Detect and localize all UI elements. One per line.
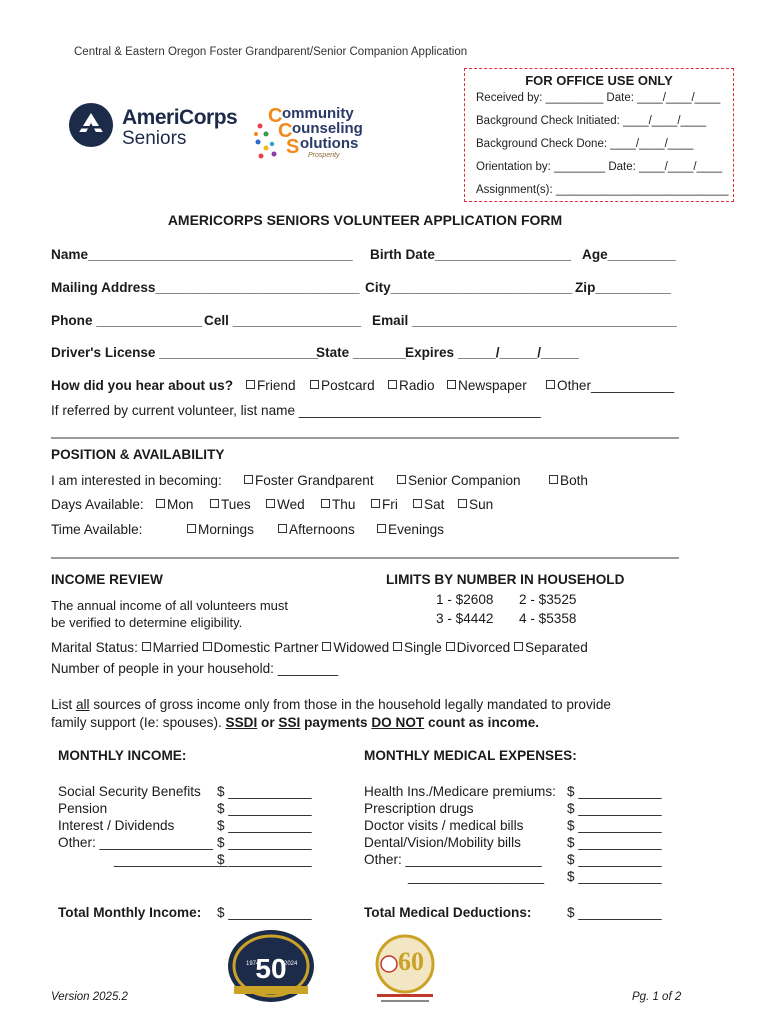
- marital-divorced[interactable]: [446, 640, 511, 655]
- medical-row-prescription: Prescription drugs: [364, 801, 474, 816]
- state-field[interactable]: State _______: [316, 345, 406, 360]
- email-field[interactable]: Email ___________________________________: [372, 313, 677, 328]
- checkbox[interactable]: [377, 524, 386, 533]
- office-assignment: Assignment(s): ___________________________: [476, 184, 729, 196]
- medical-title: MONTHLY MEDICAL EXPENSES:: [364, 748, 577, 763]
- income-row-other-2[interactable]: _______________: [114, 852, 228, 867]
- checkbox[interactable]: [322, 642, 331, 651]
- hear-option-newspaper[interactable]: [447, 378, 527, 393]
- header-title: Central & Eastern Oregon Foster Grandparent/Senior Companion Application: [74, 46, 468, 58]
- medical-amount-dental[interactable]: $ ___________: [567, 835, 662, 850]
- income-note-line-1: [51, 697, 611, 712]
- option-label: Thu: [332, 497, 356, 512]
- anniversary-50-seal-icon: [222, 928, 320, 1004]
- phone-field[interactable]: Phone ______________: [51, 313, 203, 328]
- monthly-income-title: MONTHLY INCOME:: [58, 748, 187, 763]
- note-ssdi: SSDI: [225, 715, 258, 730]
- income-amount-social-security[interactable]: $ ___________: [217, 784, 312, 799]
- seal-60-number: 60: [398, 947, 424, 976]
- household-count-field[interactable]: Number of people in your household: ________: [51, 661, 339, 676]
- ccs-logo: [252, 104, 372, 164]
- name-field[interactable]: Name___________________________________: [51, 247, 353, 262]
- version-label: Version 2025.2: [51, 991, 128, 1003]
- income-desc-2: be verified to determine eligibility.: [51, 615, 243, 630]
- day-mon[interactable]: [156, 497, 193, 512]
- time-label: Time Available:: [51, 522, 143, 537]
- marital-separated[interactable]: [514, 640, 588, 655]
- day-tues[interactable]: [210, 497, 251, 512]
- ccs-line2: ounseling: [292, 120, 363, 137]
- checkbox[interactable]: [546, 380, 555, 389]
- marital-married[interactable]: [142, 640, 199, 655]
- checkbox[interactable]: [246, 380, 255, 389]
- anniversary-60-seal-icon: [367, 932, 443, 1006]
- option-label: Widowed: [333, 640, 390, 655]
- section-divider: [51, 557, 679, 559]
- hear-label: How did you hear about us?: [51, 378, 234, 393]
- note-text: payments: [300, 715, 372, 730]
- checkbox[interactable]: [393, 642, 402, 651]
- checkbox[interactable]: [413, 499, 422, 508]
- option-label: Separated: [525, 640, 588, 655]
- note-text: List: [51, 697, 76, 712]
- checkbox[interactable]: [187, 524, 196, 533]
- checkbox[interactable]: [203, 642, 212, 651]
- checkbox[interactable]: [321, 499, 330, 508]
- total-medical-label: Total Medical Deductions:: [364, 905, 532, 920]
- interest-label: I am interested in becoming:: [51, 473, 222, 488]
- income-amount-other[interactable]: $ ___________: [217, 835, 312, 850]
- office-use-box: [464, 68, 734, 202]
- option-label: Divorced: [456, 640, 511, 655]
- medical-row-dental: Dental/Vision/Mobility bills: [364, 835, 521, 850]
- checkbox[interactable]: [142, 642, 151, 651]
- interest-foster-grandparent[interactable]: [244, 473, 374, 488]
- option-label: Afternoons: [289, 522, 355, 537]
- option-label: Radio: [399, 378, 435, 393]
- medical-amount-other-2[interactable]: $ ___________: [567, 869, 662, 884]
- svg-text:S: S: [286, 136, 300, 158]
- checkbox[interactable]: [388, 380, 397, 389]
- income-row-other[interactable]: Other: _______________: [58, 835, 213, 850]
- option-label: Postcard: [321, 378, 375, 393]
- medical-amount-prescription[interactable]: $ ___________: [567, 801, 662, 816]
- zip-field[interactable]: Zip__________: [575, 280, 671, 295]
- hear-option-other[interactable]: [546, 378, 674, 393]
- hear-option-friend[interactable]: [246, 378, 296, 393]
- option-label: Single: [404, 640, 442, 655]
- limits-title: LIMITS BY NUMBER IN HOUSEHOLD: [386, 572, 625, 587]
- note-text: sources of gross income only from those in the household legally mandated to provide: [89, 697, 611, 712]
- medical-row-insurance: Health Ins./Medicare premiums:: [364, 784, 556, 799]
- mailing-address-field[interactable]: Mailing Address___________________________: [51, 280, 360, 295]
- expires-field[interactable]: Expires _____/_____/_____: [405, 345, 579, 360]
- income-desc-1: The annual income of all volunteers must: [51, 598, 289, 613]
- ccs-line1: ommunity: [282, 105, 354, 122]
- day-thu[interactable]: [321, 497, 355, 512]
- income-amount-pension[interactable]: $ ___________: [217, 801, 312, 816]
- svg-text:C: C: [278, 120, 293, 142]
- option-label: Evenings: [388, 522, 444, 537]
- note-do-not: DO NOT: [371, 715, 425, 730]
- svg-text:C: C: [268, 105, 283, 127]
- checkbox[interactable]: [549, 475, 558, 484]
- seal-50-year-end: 2024: [284, 961, 298, 967]
- checkbox[interactable]: [514, 642, 523, 651]
- age-field[interactable]: Age_________: [582, 247, 676, 262]
- option-label: Senior Companion: [408, 473, 521, 488]
- office-received: Received by: _________ Date: ____/____/____: [476, 92, 721, 104]
- americorps-wordmark: AmeriCorps: [122, 106, 238, 129]
- checkbox[interactable]: [447, 380, 456, 389]
- marital-single[interactable]: [393, 640, 442, 655]
- medical-row-other[interactable]: Other: __________________: [364, 852, 542, 867]
- seal-50-number: 50: [255, 953, 287, 984]
- cell-field[interactable]: Cell _________________: [204, 313, 362, 328]
- marital-widowed[interactable]: [322, 640, 389, 655]
- checkbox[interactable]: [244, 475, 253, 484]
- checkbox[interactable]: [156, 499, 165, 508]
- medical-amount-insurance[interactable]: $ ___________: [567, 784, 662, 799]
- option-label: Married: [152, 640, 199, 655]
- option-label: Newspaper: [458, 378, 527, 393]
- form-title: AMERICORPS SENIORS VOLUNTEER APPLICATION FORM: [167, 212, 563, 228]
- income-row-social-security: Social Security Benefits: [58, 784, 201, 799]
- checkbox[interactable]: [266, 499, 275, 508]
- medical-row-doctor: Doctor visits / medical bills: [364, 818, 524, 833]
- hear-option-radio[interactable]: [388, 378, 435, 393]
- checkbox[interactable]: [446, 642, 455, 651]
- section-divider: [51, 437, 679, 439]
- note-ssi: SSI: [278, 715, 301, 730]
- option-label: Tues: [221, 497, 251, 512]
- note-underlined: all: [75, 697, 90, 712]
- option-label: Domestic Partner: [213, 640, 319, 655]
- option-label: Both: [560, 473, 588, 488]
- total-income-label: Total Monthly Income:: [58, 905, 202, 920]
- drivers-license-field[interactable]: Driver's License _____________________: [51, 345, 319, 360]
- option-label: Mon: [167, 497, 194, 512]
- checkbox[interactable]: [278, 524, 287, 533]
- income-row-interest: Interest / Dividends: [58, 818, 175, 833]
- day-fri[interactable]: [371, 497, 398, 512]
- option-label: Mornings: [198, 522, 254, 537]
- total-income-amount[interactable]: $ ___________: [217, 905, 312, 920]
- limit-2: 2 - $3525: [519, 592, 577, 607]
- marital-row: [51, 640, 588, 655]
- option-label: Wed: [277, 497, 305, 512]
- checkbox[interactable]: [458, 499, 467, 508]
- office-bg-initiated: Background Check Initiated: ____/____/____: [476, 115, 707, 127]
- office-bg-done: Background Check Done: ____/____/____: [476, 138, 694, 150]
- day-sun[interactable]: [458, 497, 493, 512]
- income-row-pension: Pension: [58, 801, 108, 816]
- total-medical-amount[interactable]: $ ___________: [567, 905, 662, 920]
- note-text: family support (Ie: spouses).: [51, 715, 226, 730]
- birth-date-field[interactable]: Birth Date__________________: [370, 247, 572, 262]
- medical-amount-other[interactable]: $ ___________: [567, 852, 662, 867]
- ccs-line3: olutions: [300, 135, 359, 152]
- position-title: POSITION & AVAILABILITY: [51, 447, 225, 462]
- medical-row-other-2[interactable]: __________________: [408, 869, 545, 884]
- income-note-line-2: [51, 715, 539, 730]
- checkbox[interactable]: [397, 475, 406, 484]
- option-label: Foster Grandparent: [255, 473, 374, 488]
- americorps-mark-icon: [68, 102, 114, 148]
- option-label: Other___________: [557, 378, 675, 393]
- option-label: Sat: [424, 497, 445, 512]
- office-orientation: Orientation by: ________ Date: ____/____/____: [476, 161, 723, 173]
- interest-both[interactable]: [549, 473, 588, 488]
- time-afternoons[interactable]: [278, 522, 355, 537]
- income-amount-interest[interactable]: $ ___________: [217, 818, 312, 833]
- marital-label: Marital Status:: [51, 640, 138, 655]
- limit-1: 1 - $2608: [436, 592, 494, 607]
- checkbox[interactable]: [210, 499, 219, 508]
- seal-50-year-start: 1974: [246, 961, 260, 967]
- day-wed[interactable]: [266, 497, 305, 512]
- option-label: Fri: [382, 497, 398, 512]
- referred-by-field[interactable]: If referred by current volunteer, list name ________________________________: [51, 403, 541, 418]
- limit-3: 3 - $4442: [436, 611, 494, 626]
- page-number: Pg. 1 of 2: [632, 991, 682, 1003]
- time-mornings[interactable]: [187, 522, 254, 537]
- option-label: Friend: [257, 378, 296, 393]
- time-evenings[interactable]: [377, 522, 444, 537]
- americorps-seniors: Seniors: [122, 128, 187, 149]
- interest-senior-companion[interactable]: [397, 473, 521, 488]
- note-text: count as income.: [424, 715, 540, 730]
- office-title: FOR OFFICE USE ONLY: [525, 73, 673, 88]
- income-amount-other-2[interactable]: $ ___________: [217, 852, 312, 867]
- days-label: Days Available:: [51, 497, 144, 512]
- hear-option-postcard[interactable]: [310, 378, 375, 393]
- limit-4: 4 - $5358: [519, 611, 577, 626]
- note-text: or: [257, 715, 279, 730]
- city-field[interactable]: City________________________: [365, 280, 573, 295]
- ccs-tagline: Prosperity: [308, 152, 340, 159]
- marital-domestic-partner[interactable]: [203, 640, 319, 655]
- checkbox[interactable]: [310, 380, 319, 389]
- option-label: Sun: [469, 497, 494, 512]
- day-sat[interactable]: [413, 497, 444, 512]
- checkbox[interactable]: [371, 499, 380, 508]
- income-title: INCOME REVIEW: [51, 572, 163, 587]
- medical-amount-doctor[interactable]: $ ___________: [567, 818, 662, 833]
